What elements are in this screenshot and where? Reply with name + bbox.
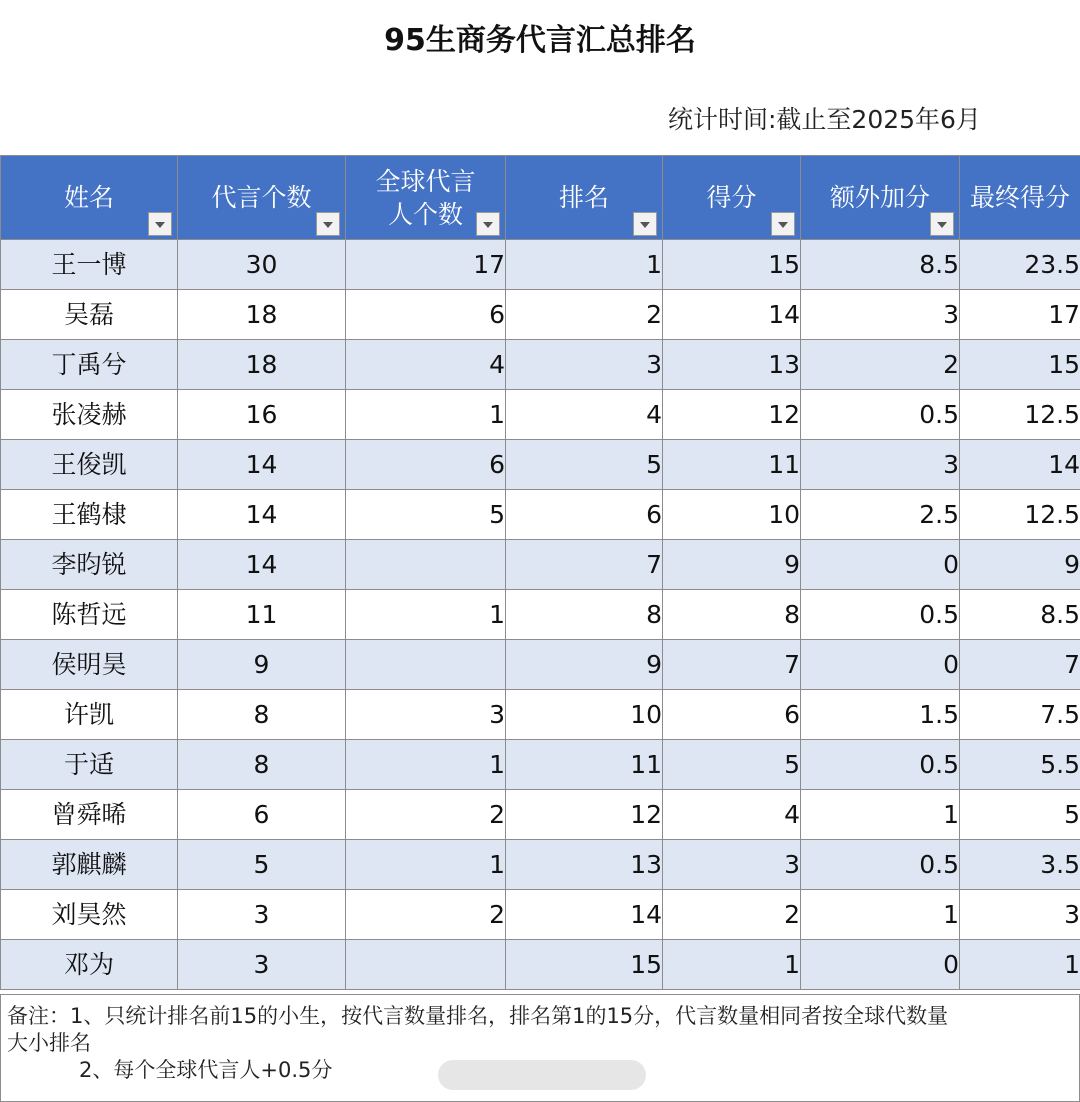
table-row: [1, 640, 1080, 690]
header-label: 姓名: [63, 183, 114, 212]
watermark-overlay: [438, 1060, 646, 1090]
cell-extra[interactable]: 1: [801, 790, 960, 840]
cell-final[interactable]: 12.5: [960, 490, 1080, 540]
cell-count[interactable]: 3: [178, 890, 346, 940]
header-row: [1, 156, 1080, 240]
cell-global[interactable]: 4: [346, 340, 506, 390]
cell-count[interactable]: 5: [178, 840, 346, 890]
cell-name[interactable]: 许凯: [1, 690, 178, 740]
cell-count[interactable]: 18: [178, 290, 346, 340]
cell-extra[interactable]: 0: [801, 640, 960, 690]
header-final: [960, 156, 1080, 240]
cell-final[interactable]: 17: [960, 290, 1080, 340]
cell-rank[interactable]: 3: [506, 340, 663, 390]
cell-extra[interactable]: 3: [801, 290, 960, 340]
cell-global[interactable]: 1: [346, 840, 506, 890]
header-label: 额外加分: [829, 183, 930, 212]
cell-final[interactable]: 12.5: [960, 390, 1080, 440]
note-line-1: 备注：1、只统计排名前15的小生，按代言数量排名，排名第1的15分，代言数量相同者按全球代数量: [7, 1004, 949, 1028]
cell-name[interactable]: 邓为: [1, 940, 178, 990]
table-row: [1, 840, 1080, 890]
cell-count[interactable]: 14: [178, 440, 346, 490]
cell-rank[interactable]: 13: [506, 840, 663, 890]
cell-global[interactable]: [346, 640, 506, 690]
page-title: 95生商务代言汇总排名: [384, 23, 696, 58]
cell-score[interactable]: 5: [663, 740, 801, 790]
cell-final[interactable]: 15: [960, 340, 1080, 390]
cell-final[interactable]: 7: [960, 640, 1080, 690]
filter-dropdown-icon[interactable]: [633, 212, 657, 236]
table-row: [1, 290, 1080, 340]
table-row: [1, 940, 1080, 990]
cell-rank[interactable]: 2: [506, 290, 663, 340]
cell-rank[interactable]: 8: [506, 590, 663, 640]
cell-score[interactable]: 4: [663, 790, 801, 840]
header-name: [1, 156, 178, 240]
table-row: [1, 790, 1080, 840]
cell-global[interactable]: 2: [346, 790, 506, 840]
table-row: [1, 340, 1080, 390]
table-row: [1, 490, 1080, 540]
header-count: [178, 156, 346, 240]
cell-global[interactable]: [346, 540, 506, 590]
cell-global[interactable]: 1: [346, 390, 506, 440]
cell-extra[interactable]: 1.5: [801, 690, 960, 740]
cell-extra[interactable]: 0.5: [801, 840, 960, 890]
cell-name[interactable]: 郭麒麟: [1, 840, 178, 890]
cell-rank[interactable]: 7: [506, 540, 663, 590]
cell-count[interactable]: 8: [178, 690, 346, 740]
cell-final[interactable]: 5.5: [960, 740, 1080, 790]
cell-extra[interactable]: 8.5: [801, 240, 960, 290]
cell-final[interactable]: 1: [960, 940, 1080, 990]
cell-global[interactable]: 1: [346, 590, 506, 640]
table-row: [1, 240, 1080, 290]
header-label: 排名: [558, 183, 609, 212]
note-line-2: 大小排名: [7, 1031, 91, 1055]
header-extra: [801, 156, 960, 240]
header-label: 得分: [706, 183, 757, 212]
cell-count[interactable]: 16: [178, 390, 346, 440]
filter-dropdown-icon[interactable]: [771, 212, 795, 236]
cell-final[interactable]: 7.5: [960, 690, 1080, 740]
cell-final[interactable]: 23.5: [960, 240, 1080, 290]
cell-rank[interactable]: 10: [506, 690, 663, 740]
table-row: [1, 390, 1080, 440]
table-body: [1, 240, 1080, 990]
table-row: [1, 590, 1080, 640]
cell-final[interactable]: 3.5: [960, 840, 1080, 890]
cell-score[interactable]: 13: [663, 340, 801, 390]
cell-name[interactable]: 丁禹兮: [1, 340, 178, 390]
cell-score[interactable]: 12: [663, 390, 801, 440]
filter-dropdown-icon[interactable]: [930, 212, 954, 236]
cell-count[interactable]: 18: [178, 340, 346, 390]
filter-dropdown-icon[interactable]: [476, 212, 500, 236]
cell-score[interactable]: 9: [663, 540, 801, 590]
cell-name[interactable]: 王鹤棣: [1, 490, 178, 540]
cell-name[interactable]: 于适: [1, 740, 178, 790]
cell-name[interactable]: 吴磊: [1, 290, 178, 340]
header-label: 最终得分: [969, 183, 1070, 212]
cell-name[interactable]: 曾舜晞: [1, 790, 178, 840]
cell-extra[interactable]: 1: [801, 890, 960, 940]
cell-name[interactable]: 王一博: [1, 240, 178, 290]
cell-global[interactable]: 6: [346, 440, 506, 490]
cell-rank[interactable]: 5: [506, 440, 663, 490]
cell-name[interactable]: 陈哲远: [1, 590, 178, 640]
cell-score[interactable]: 10: [663, 490, 801, 540]
cell-count[interactable]: 14: [178, 490, 346, 540]
cell-score[interactable]: 11: [663, 440, 801, 490]
cell-global[interactable]: 2: [346, 890, 506, 940]
cell-count[interactable]: 3: [178, 940, 346, 990]
cell-score[interactable]: 3: [663, 840, 801, 890]
cell-count[interactable]: 14: [178, 540, 346, 590]
cell-score[interactable]: 6: [663, 690, 801, 740]
cell-final[interactable]: 5: [960, 790, 1080, 840]
cell-extra[interactable]: 2.5: [801, 490, 960, 540]
cell-rank[interactable]: 1: [506, 240, 663, 290]
note-line-3: 2、每个全球代言人+0.5分: [79, 1058, 333, 1082]
table-row: [1, 690, 1080, 740]
header-score: [663, 156, 801, 240]
cell-rank[interactable]: 11: [506, 740, 663, 790]
cell-score[interactable]: 1: [663, 940, 801, 990]
cell-global[interactable]: [346, 940, 506, 990]
ranking-table: [0, 155, 1080, 990]
cell-score[interactable]: 15: [663, 240, 801, 290]
cell-final[interactable]: 9: [960, 540, 1080, 590]
stat-time-label: 统计时间:截止至2025年6月: [668, 105, 981, 134]
table-row: [1, 540, 1080, 590]
cell-extra[interactable]: 0.5: [801, 740, 960, 790]
cell-score[interactable]: 7: [663, 640, 801, 690]
cell-final[interactable]: 3: [960, 890, 1080, 940]
cell-name[interactable]: 张凌赫: [1, 390, 178, 440]
cell-count[interactable]: 8: [178, 740, 346, 790]
cell-final[interactable]: 14: [960, 440, 1080, 490]
cell-extra[interactable]: 2: [801, 340, 960, 390]
table-row: [1, 890, 1080, 940]
cell-rank[interactable]: 12: [506, 790, 663, 840]
filter-dropdown-icon[interactable]: [148, 212, 172, 236]
cell-extra[interactable]: 3: [801, 440, 960, 490]
cell-count[interactable]: 11: [178, 590, 346, 640]
cell-name[interactable]: 李昀锐: [1, 540, 178, 590]
header-global: [346, 156, 506, 240]
cell-extra[interactable]: 0: [801, 940, 960, 990]
header-label-line1: 全球代言: [375, 166, 476, 196]
table-row: [1, 440, 1080, 490]
cell-extra[interactable]: 0: [801, 540, 960, 590]
cell-global[interactable]: 5: [346, 490, 506, 540]
cell-count[interactable]: 9: [178, 640, 346, 690]
cell-score[interactable]: 2: [663, 890, 801, 940]
cell-extra[interactable]: 0.5: [801, 590, 960, 640]
cell-global[interactable]: 6: [346, 290, 506, 340]
cell-rank[interactable]: 6: [506, 490, 663, 540]
cell-global[interactable]: 17: [346, 240, 506, 290]
cell-score[interactable]: 14: [663, 290, 801, 340]
cell-final[interactable]: 8.5: [960, 590, 1080, 640]
cell-count[interactable]: 30: [178, 240, 346, 290]
cell-extra[interactable]: 0.5: [801, 390, 960, 440]
cell-rank[interactable]: 9: [506, 640, 663, 690]
cell-rank[interactable]: 14: [506, 890, 663, 940]
cell-score[interactable]: 8: [663, 590, 801, 640]
header-label-line2: 人个数: [387, 199, 463, 229]
cell-count[interactable]: 6: [178, 790, 346, 840]
header-label: 代言个数: [211, 183, 312, 212]
cell-rank[interactable]: 4: [506, 390, 663, 440]
table-row: [1, 740, 1080, 790]
cell-global[interactable]: 3: [346, 690, 506, 740]
cell-name[interactable]: 侯明昊: [1, 640, 178, 690]
cell-global[interactable]: 1: [346, 740, 506, 790]
cell-rank[interactable]: 15: [506, 940, 663, 990]
filter-dropdown-icon[interactable]: [316, 212, 340, 236]
header-rank: [506, 156, 663, 240]
cell-name[interactable]: 王俊凯: [1, 440, 178, 490]
cell-name[interactable]: 刘昊然: [1, 890, 178, 940]
